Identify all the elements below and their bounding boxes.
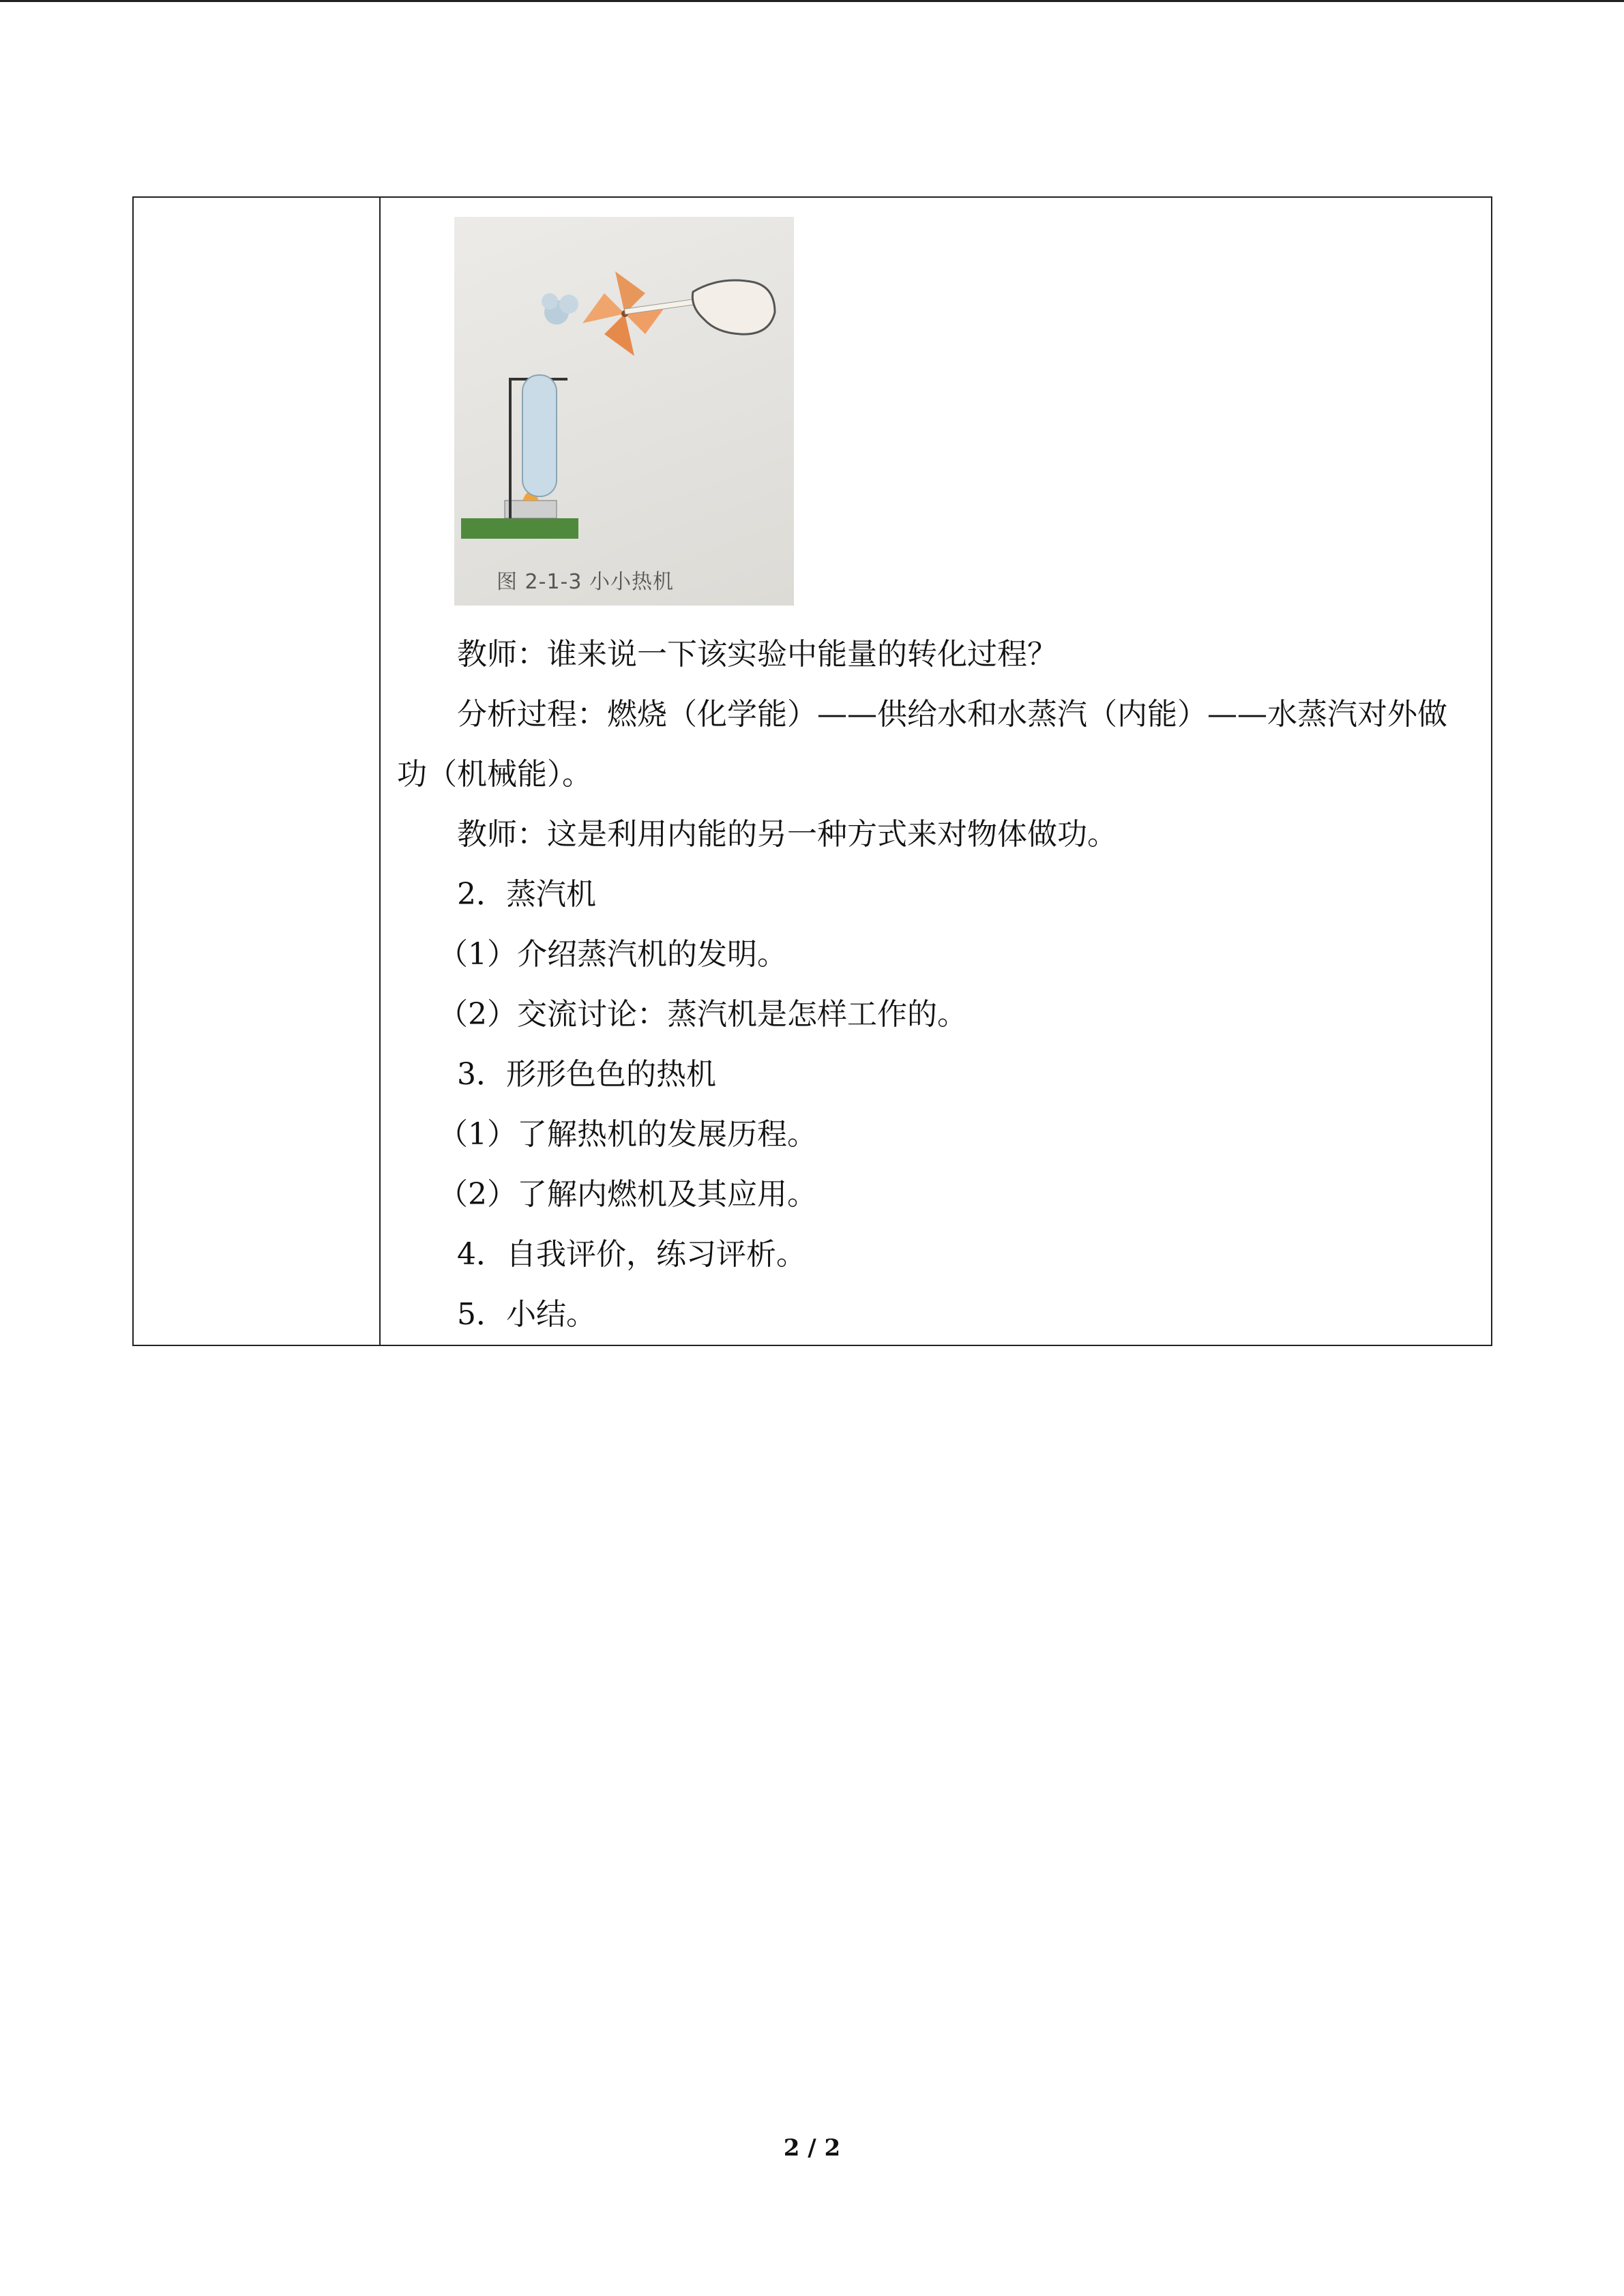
heading-steam-engine: 2．蒸汽机 xyxy=(457,877,596,912)
heading-heat-engines: 3．形形色色的热机 xyxy=(457,1057,716,1092)
left-empty-cell xyxy=(133,197,380,1345)
experiment-figure xyxy=(454,217,794,606)
item-steam-engine-invention: （1）介绍蒸汽机的发明。 xyxy=(438,937,787,972)
experiment-illustration xyxy=(454,217,794,606)
content-cell xyxy=(380,197,1492,1345)
paragraph-teacher-statement: 教师：这是利用内能的另一种方式来对物体做功。 xyxy=(457,817,1117,852)
paragraph-teacher-question: 教师：谁来说一下该实验中能量的转化过程？ xyxy=(457,637,1057,672)
paragraph-analysis: 分析过程：燃烧（化学能）——供给水和水蒸汽（内能）——水蒸汽对外做功（机械能）。 xyxy=(397,697,1447,792)
lesson-table xyxy=(132,196,1492,1346)
heading-self-evaluation: 4．自我评价，练习评析。 xyxy=(457,1237,806,1272)
page-number: 2 / 2 xyxy=(783,2134,841,2162)
figure-caption: 图 2-1-3 小小热机 xyxy=(497,570,674,594)
item-internal-combustion: （2）了解内燃机及其应用。 xyxy=(438,1177,817,1212)
item-heat-engine-history: （1）了解热机的发展历程。 xyxy=(438,1117,817,1152)
heading-summary: 5．小结。 xyxy=(457,1297,596,1332)
top-rule xyxy=(0,0,1624,2)
item-steam-engine-discussion: （2）交流讨论：蒸汽机是怎样工作的。 xyxy=(438,997,967,1032)
